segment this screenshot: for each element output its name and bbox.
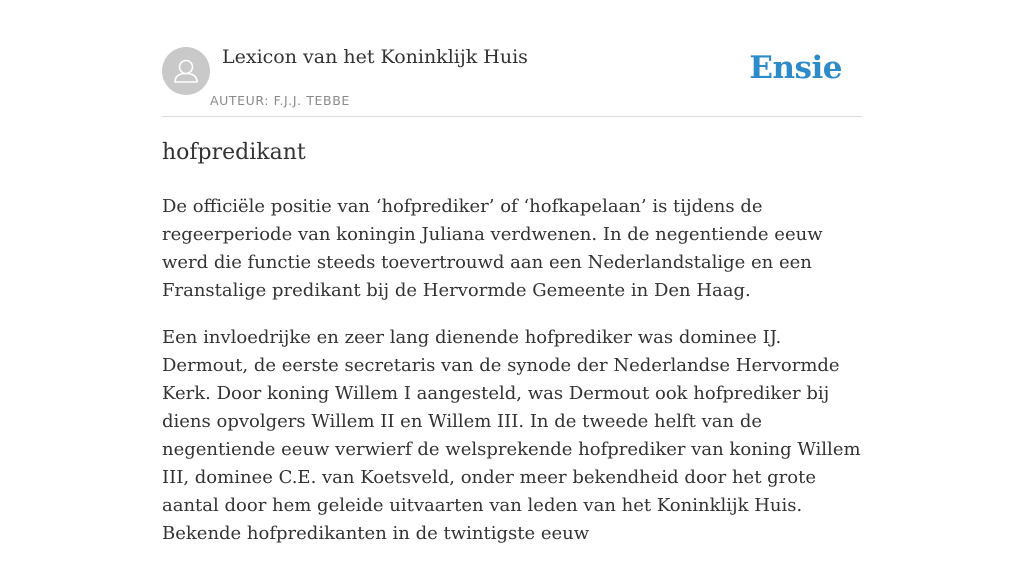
article-paragraph: Een invloedrijke en zeer lang dienende hofprediker was dominee IJ. Dermout, de eerste secretaris van de synode der Nederlandse Hervormde Kerk. Door koning Willem I aangesteld, was Dermout ook hofprediker bij diens opvolgers Willem II en Willem III. In de tweede helft van de negentiende eeuw verwierf de welsprekende hofprediker van koning Willem III, dominee C.E. van Koetsveld, onder meer bekendheid door het grote aantal door hem geleide uitvaarten van leden van het Koninklijk Huis. Bekende hofpredikanten in de twintigste eeuw xyxy=(162,327,861,544)
article-body xyxy=(162,193,864,567)
article-page xyxy=(162,0,862,544)
author-label[interactable]: AUTEUR: F.J.J. TEBBE xyxy=(210,93,350,108)
author-avatar[interactable] xyxy=(162,47,210,95)
source-title[interactable]: Lexicon van het Koninklijk Huis xyxy=(222,46,528,68)
article-header xyxy=(162,0,862,117)
article-paragraph: De officiële positie van ‘hofprediker’ of ‘hofkapelaan’ is tijdens de regeerperiode van koningin Juliana verdwenen. In de negentiende eeuw werd die functie steeds toevertrouwd aan een Nederlandstalige en een Franstalige predikant bij de Hervormde Gemeente in Den Haag. xyxy=(162,196,823,301)
brand-logo[interactable]: Ensie xyxy=(749,50,842,86)
user-silhouette-icon xyxy=(162,47,210,95)
article-term: hofpredikant xyxy=(162,140,306,165)
